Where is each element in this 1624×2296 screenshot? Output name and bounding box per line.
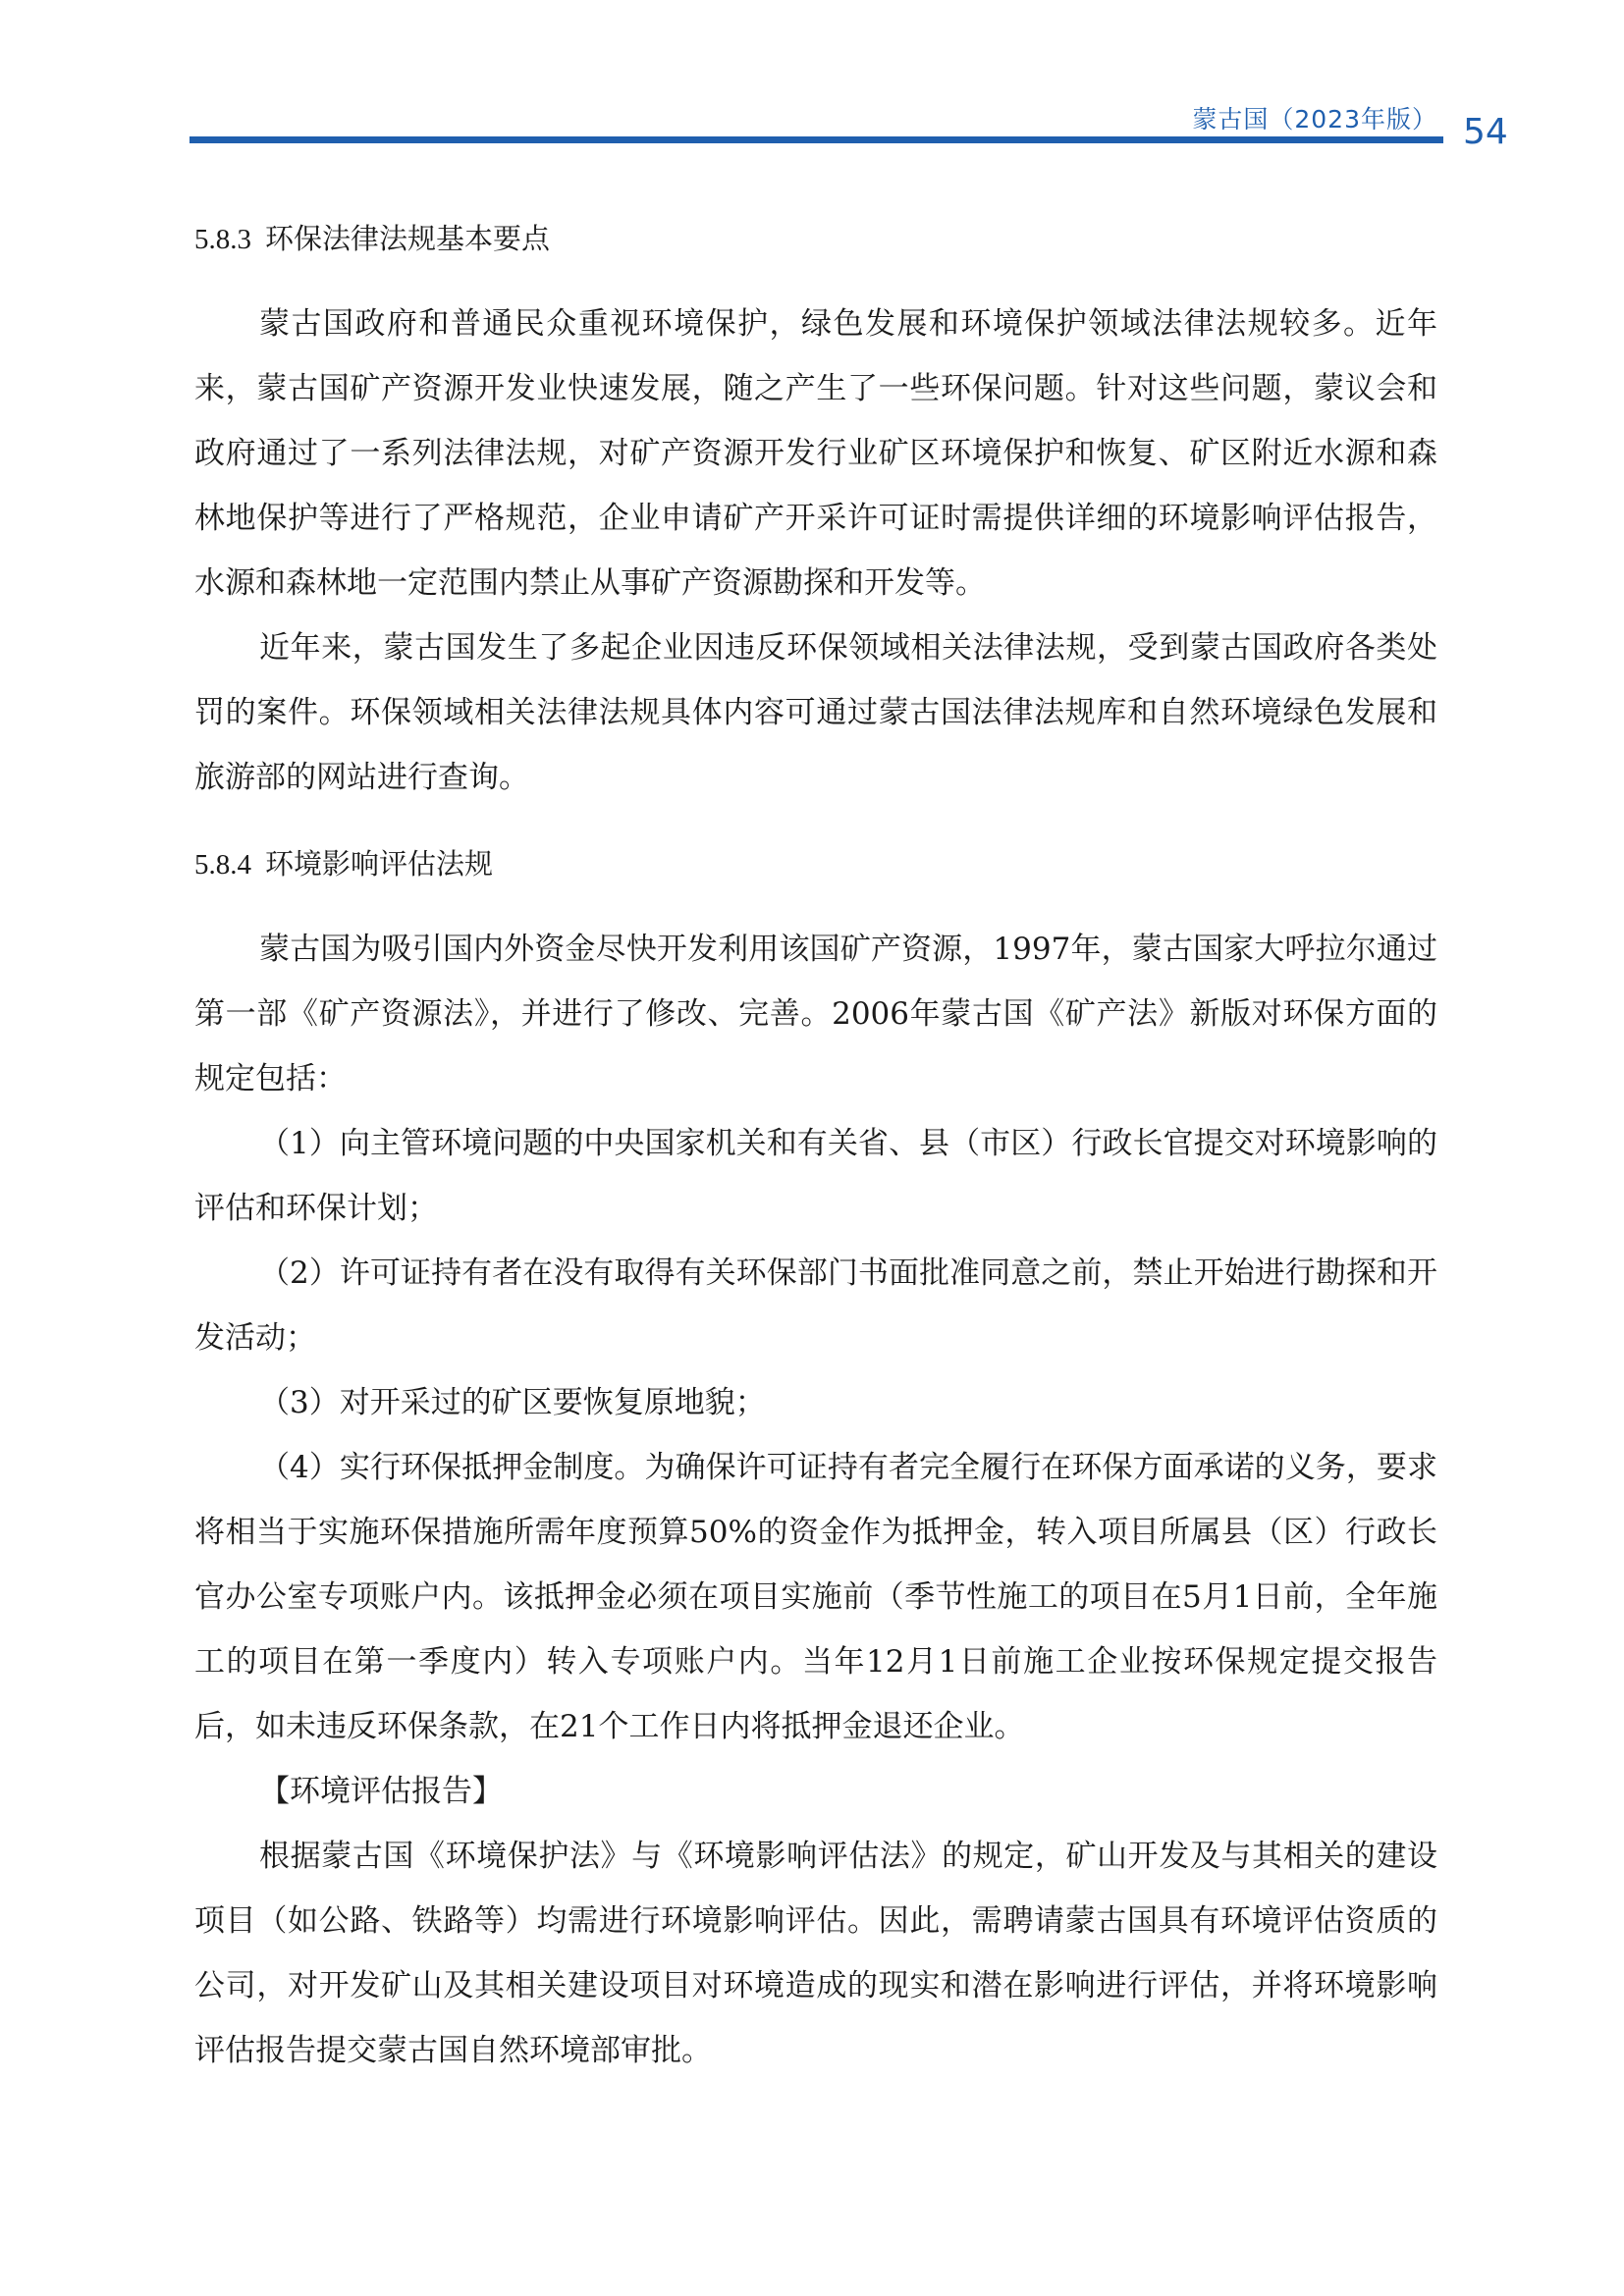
list-item: （1）向主管环境问题的中央国家机关和有关省、县（市区）行政长官提交对环境影响的评估和环保计划； [194,1126,1437,1226]
paragraph: 蒙古国政府和普通民众重视环境保护，绿色发展和环境保护领域法律法规较多。近年来，蒙古国矿产资源开发业快速发展，随之产生了一些环保问题。针对这些问题，蒙议会和政府通过了一系列法律法规，对矿产资源开发行业矿区环境保护和恢复、矿区附近水源和森林地保护等进行了严格规范，企业申请矿产开采许可证时需提供详细的环境影响评估报告，水源和森林地一定范围内禁止从事矿产资源勘探和开发等。 [194,306,1437,601]
section-title: 环境影响评估法规 [265,847,494,881]
section-heading-5-8-4 [194,831,1437,897]
list-item: （4）实行环保抵押金制度。为确保许可证持有者完全履行在环保方面承诺的义务，要求将相当于实施环保措施所需年度预算50%的资金作为抵押金，转入项目所属县（区）行政长官办公室专项账户内。该抵押金必须在项目实施前（季节性施工的项目在5月1日前，全年施工的项目在第一季度内）转入专项账户内。当年12月1日前施工企业按环保规定提交报告后，如未违反环保条款，在21个工作日内将抵押金退还企业。 [194,1450,1437,1744]
list-item: （3）对开采过的矿区要恢复原地貌； [259,1385,766,1420]
section-title: 环保法律法规基本要点 [265,222,551,255]
section-number: 5.8.3 [194,224,251,255]
header-title: 蒙古国（2023年版） [1192,105,1437,133]
page-content [194,206,1437,2083]
page-number: 54 [1463,112,1508,152]
header-rule [189,136,1443,143]
list-item: （2）许可证持有者在没有取得有关环保部门书面批准同意之前，禁止开始进行勘探和开发活动； [194,1255,1437,1356]
paragraph: 蒙古国为吸引国内外资金尽快开发利用该国矿产资源，1997年，蒙古国家大呼拉尔通过第一部《矿产资源法》，并进行了修改、完善。2006年蒙古国《矿产法》新版对环保方面的规定包括： [194,932,1437,1096]
page-header [0,0,1624,167]
section-heading-5-8-3 [194,206,1437,272]
paragraph: 根据蒙古国《环境保护法》与《环境影响评估法》的规定，矿山开发及与其相关的建设项目（如公路、铁路等）均需进行环境影响评估。因此，需聘请蒙古国具有环境评估资质的公司，对开发矿山及其相关建设项目对环境造成的现实和潜在影响进行评估，并将环境影响评估报告提交蒙古国自然环境部审批。 [194,1839,1437,2068]
paragraph: 近年来，蒙古国发生了多起企业因违反环保领域相关法律法规，受到蒙古国政府各类处罚的案件。环保领域相关法律法规具体内容可通过蒙古国法律法规库和自然环境绿色发展和旅游部的网站进行查询。 [194,630,1437,795]
section-number: 5.8.4 [194,849,251,881]
subsection-label: 【环境评估报告】 [259,1774,503,1809]
